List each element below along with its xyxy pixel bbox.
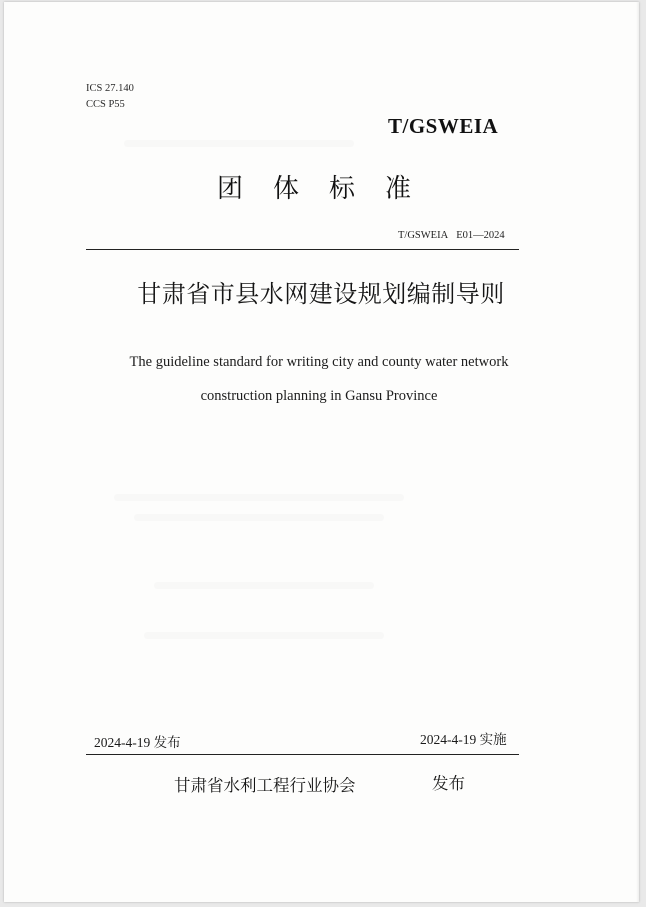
show-through-mark [124, 140, 354, 147]
publisher-name: 甘肃省水利工程行业协会 [174, 776, 356, 795]
document-page [4, 2, 639, 902]
show-through-mark [114, 494, 404, 501]
show-through-mark [144, 632, 384, 639]
standard-type-heading: 团体标准 [216, 174, 441, 204]
document-title-chinese: 甘肃省市县水网建设规划编制导则 [137, 280, 505, 308]
implementation-date: 2024-4-19 实施 [420, 732, 507, 747]
ccs-code: CCS P55 [86, 99, 125, 110]
ics-code: ICS 27.140 [86, 83, 134, 94]
show-through-mark [154, 582, 374, 589]
document-title-english-line2: construction planning in Gansu Province [200, 388, 438, 404]
issue-date: 2024-4-19 发布 [94, 735, 181, 750]
bottom-divider [86, 754, 519, 755]
standard-code: T/GSWEIA [388, 114, 499, 138]
show-through-mark [134, 514, 384, 521]
document-title-english-line1: The guideline standard for writing city and county water network [129, 354, 509, 370]
document-number: T/GSWEIA E01—2024 [398, 230, 505, 241]
top-divider [86, 249, 519, 250]
publish-label: 发布 [432, 774, 465, 793]
